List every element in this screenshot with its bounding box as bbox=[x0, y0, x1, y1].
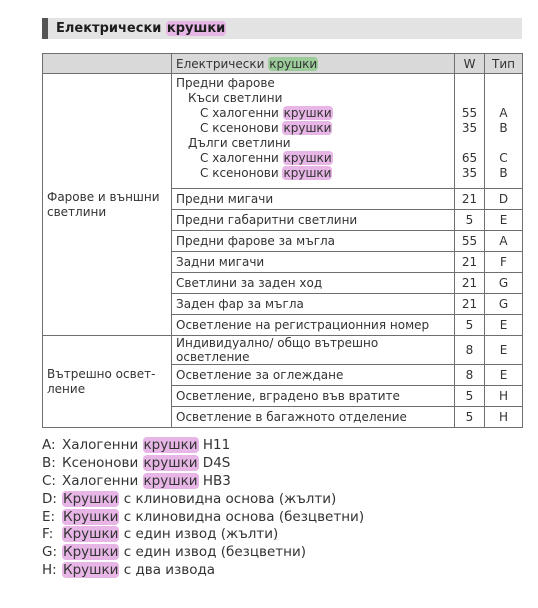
xenon-prefix: С ксенонови bbox=[200, 121, 283, 135]
headlights-title: Предни фарове bbox=[176, 76, 275, 90]
row-type: F bbox=[485, 252, 523, 273]
row-type: G bbox=[485, 273, 523, 294]
watt-value: 35 bbox=[461, 166, 478, 180]
legend-highlight: Крушки bbox=[63, 562, 119, 579]
legend-highlight: Крушки bbox=[63, 508, 119, 525]
row-type: E bbox=[485, 315, 523, 336]
legend-post: с клиновидна основа (жълти) bbox=[119, 490, 337, 507]
legend-key: D: bbox=[42, 490, 57, 507]
bulb-word-highlight: крушки bbox=[283, 121, 332, 135]
type-value: B bbox=[499, 166, 508, 180]
headlights-high: Дълги светлини bbox=[188, 136, 291, 150]
legend-key: F: bbox=[42, 526, 54, 543]
section-title bbox=[42, 18, 522, 39]
row-type: E bbox=[485, 210, 523, 231]
legend-key: E: bbox=[42, 508, 56, 525]
headlights-high-halogen bbox=[176, 151, 450, 166]
row-watt: 21 bbox=[455, 252, 485, 273]
row-name: Индивидуално/ общо вътрешно осветление bbox=[172, 336, 455, 365]
row-type: H bbox=[485, 386, 523, 407]
row-type: H bbox=[485, 407, 523, 428]
xenon-prefix: С ксенонови bbox=[200, 166, 283, 180]
legend-item bbox=[42, 455, 364, 473]
section-title-text: Електрически bbox=[56, 21, 166, 36]
legend-post: H11 bbox=[198, 437, 231, 453]
row-type: D bbox=[485, 189, 523, 210]
table-row bbox=[43, 336, 523, 365]
table-row-headlights bbox=[43, 74, 523, 189]
row-watt: 8 bbox=[455, 336, 485, 365]
legend-item bbox=[42, 526, 364, 544]
legend-pre: Халогенни bbox=[62, 472, 143, 489]
row-name: Осветление, вградено във вратите bbox=[172, 386, 455, 407]
legend-key: B: bbox=[42, 454, 56, 471]
row-name: Светлини за заден ход bbox=[172, 273, 455, 294]
headlights-low-xenon bbox=[176, 121, 450, 136]
legend-pre: Ксенонови bbox=[62, 454, 143, 471]
legend-post: с клиновидна основа (безцветни) bbox=[119, 508, 365, 525]
legend-key: G: bbox=[42, 544, 58, 561]
legend-highlight: Крушки bbox=[63, 544, 119, 561]
legend-item bbox=[42, 562, 364, 580]
row-name: Заден фар за мъгла bbox=[172, 294, 455, 315]
legend-highlight: крушки bbox=[143, 437, 198, 453]
group-interior-line2: ление bbox=[47, 381, 86, 396]
legend-highlight: Крушки bbox=[63, 526, 119, 543]
row-type: E bbox=[485, 365, 523, 386]
headlights-high-xenon bbox=[176, 166, 450, 181]
row-watt: 21 bbox=[455, 294, 485, 315]
legend-post: с два извода bbox=[119, 562, 216, 579]
section-title-highlight: крушки bbox=[166, 21, 226, 36]
legend bbox=[42, 437, 364, 580]
row-name: Задни мигачи bbox=[172, 252, 455, 273]
header-watt-cell: W bbox=[455, 54, 485, 74]
legend-item bbox=[42, 544, 364, 562]
legend-key: H: bbox=[42, 562, 57, 579]
table-header-row bbox=[43, 54, 523, 74]
row-type: G bbox=[485, 294, 523, 315]
legend-highlight: крушки bbox=[143, 454, 198, 471]
row-watt: 5 bbox=[455, 315, 485, 336]
row-watt: 5 bbox=[455, 407, 485, 428]
row-watt: 55 bbox=[455, 231, 485, 252]
headlights-type-cell bbox=[485, 74, 523, 189]
legend-highlight: крушки bbox=[143, 472, 198, 489]
group-exterior-line2: светлини bbox=[47, 204, 107, 219]
row-name: Осветление на регистрационния номер bbox=[172, 315, 455, 336]
type-value: A bbox=[499, 106, 508, 120]
type-value: C bbox=[499, 151, 508, 165]
row-type: E bbox=[485, 336, 523, 365]
group-exterior-line1: Фарове и външни bbox=[47, 189, 160, 204]
legend-item bbox=[42, 509, 364, 527]
row-name: Осветление в багажното отделение bbox=[172, 407, 455, 428]
row-watt: 5 bbox=[455, 210, 485, 231]
row-type: A bbox=[485, 231, 523, 252]
headlights-watt-cell bbox=[455, 74, 485, 189]
bulb-word-highlight: крушки bbox=[283, 166, 332, 180]
bulbs-table bbox=[42, 53, 523, 428]
bulb-word-highlight: крушки bbox=[283, 106, 332, 120]
row-watt: 5 bbox=[455, 386, 485, 407]
legend-post: D4S bbox=[198, 454, 231, 471]
row-name: Предни мигачи bbox=[172, 189, 455, 210]
row-name: Предни габаритни светлини bbox=[172, 210, 455, 231]
row-watt: 21 bbox=[455, 189, 485, 210]
legend-key: A: bbox=[42, 437, 56, 453]
header-bulb-cell bbox=[172, 54, 455, 74]
bulb-word-highlight: крушки bbox=[283, 151, 332, 165]
legend-post: с един извод (безцветни) bbox=[119, 544, 307, 561]
halogen-prefix: С халогенни bbox=[200, 106, 283, 120]
row-watt: 8 bbox=[455, 365, 485, 386]
legend-pre: Халогенни bbox=[62, 437, 143, 453]
legend-item bbox=[42, 473, 364, 491]
legend-key: C: bbox=[42, 472, 56, 489]
legend-item bbox=[42, 491, 364, 509]
watt-value: 55 bbox=[461, 106, 478, 120]
header-type-cell: Тип bbox=[485, 54, 523, 74]
watt-value: 65 bbox=[461, 151, 478, 165]
header-group-cell bbox=[43, 54, 172, 74]
legend-post: HB3 bbox=[198, 472, 231, 489]
headlights-low: Къси светлини bbox=[188, 91, 283, 105]
headlights-low-halogen bbox=[176, 106, 450, 121]
group-exterior bbox=[43, 74, 172, 336]
legend-post: с един извод (жълти) bbox=[119, 526, 279, 543]
row-name: Осветление за оглеждане bbox=[172, 365, 455, 386]
halogen-prefix: С халогенни bbox=[200, 151, 283, 165]
headlights-cell bbox=[172, 74, 455, 189]
legend-item bbox=[42, 437, 364, 455]
legend-highlight: Крушки bbox=[63, 490, 119, 507]
group-interior-line1: Вътрешно освет- bbox=[47, 366, 156, 381]
header-bulb-text: Електрически bbox=[176, 56, 269, 71]
row-name: Предни фарове за мъгла bbox=[172, 231, 455, 252]
type-value: B bbox=[499, 121, 508, 135]
watt-value: 35 bbox=[461, 121, 478, 135]
group-interior bbox=[43, 336, 172, 428]
row-watt: 21 bbox=[455, 273, 485, 294]
header-bulb-highlight: крушки bbox=[269, 56, 318, 71]
